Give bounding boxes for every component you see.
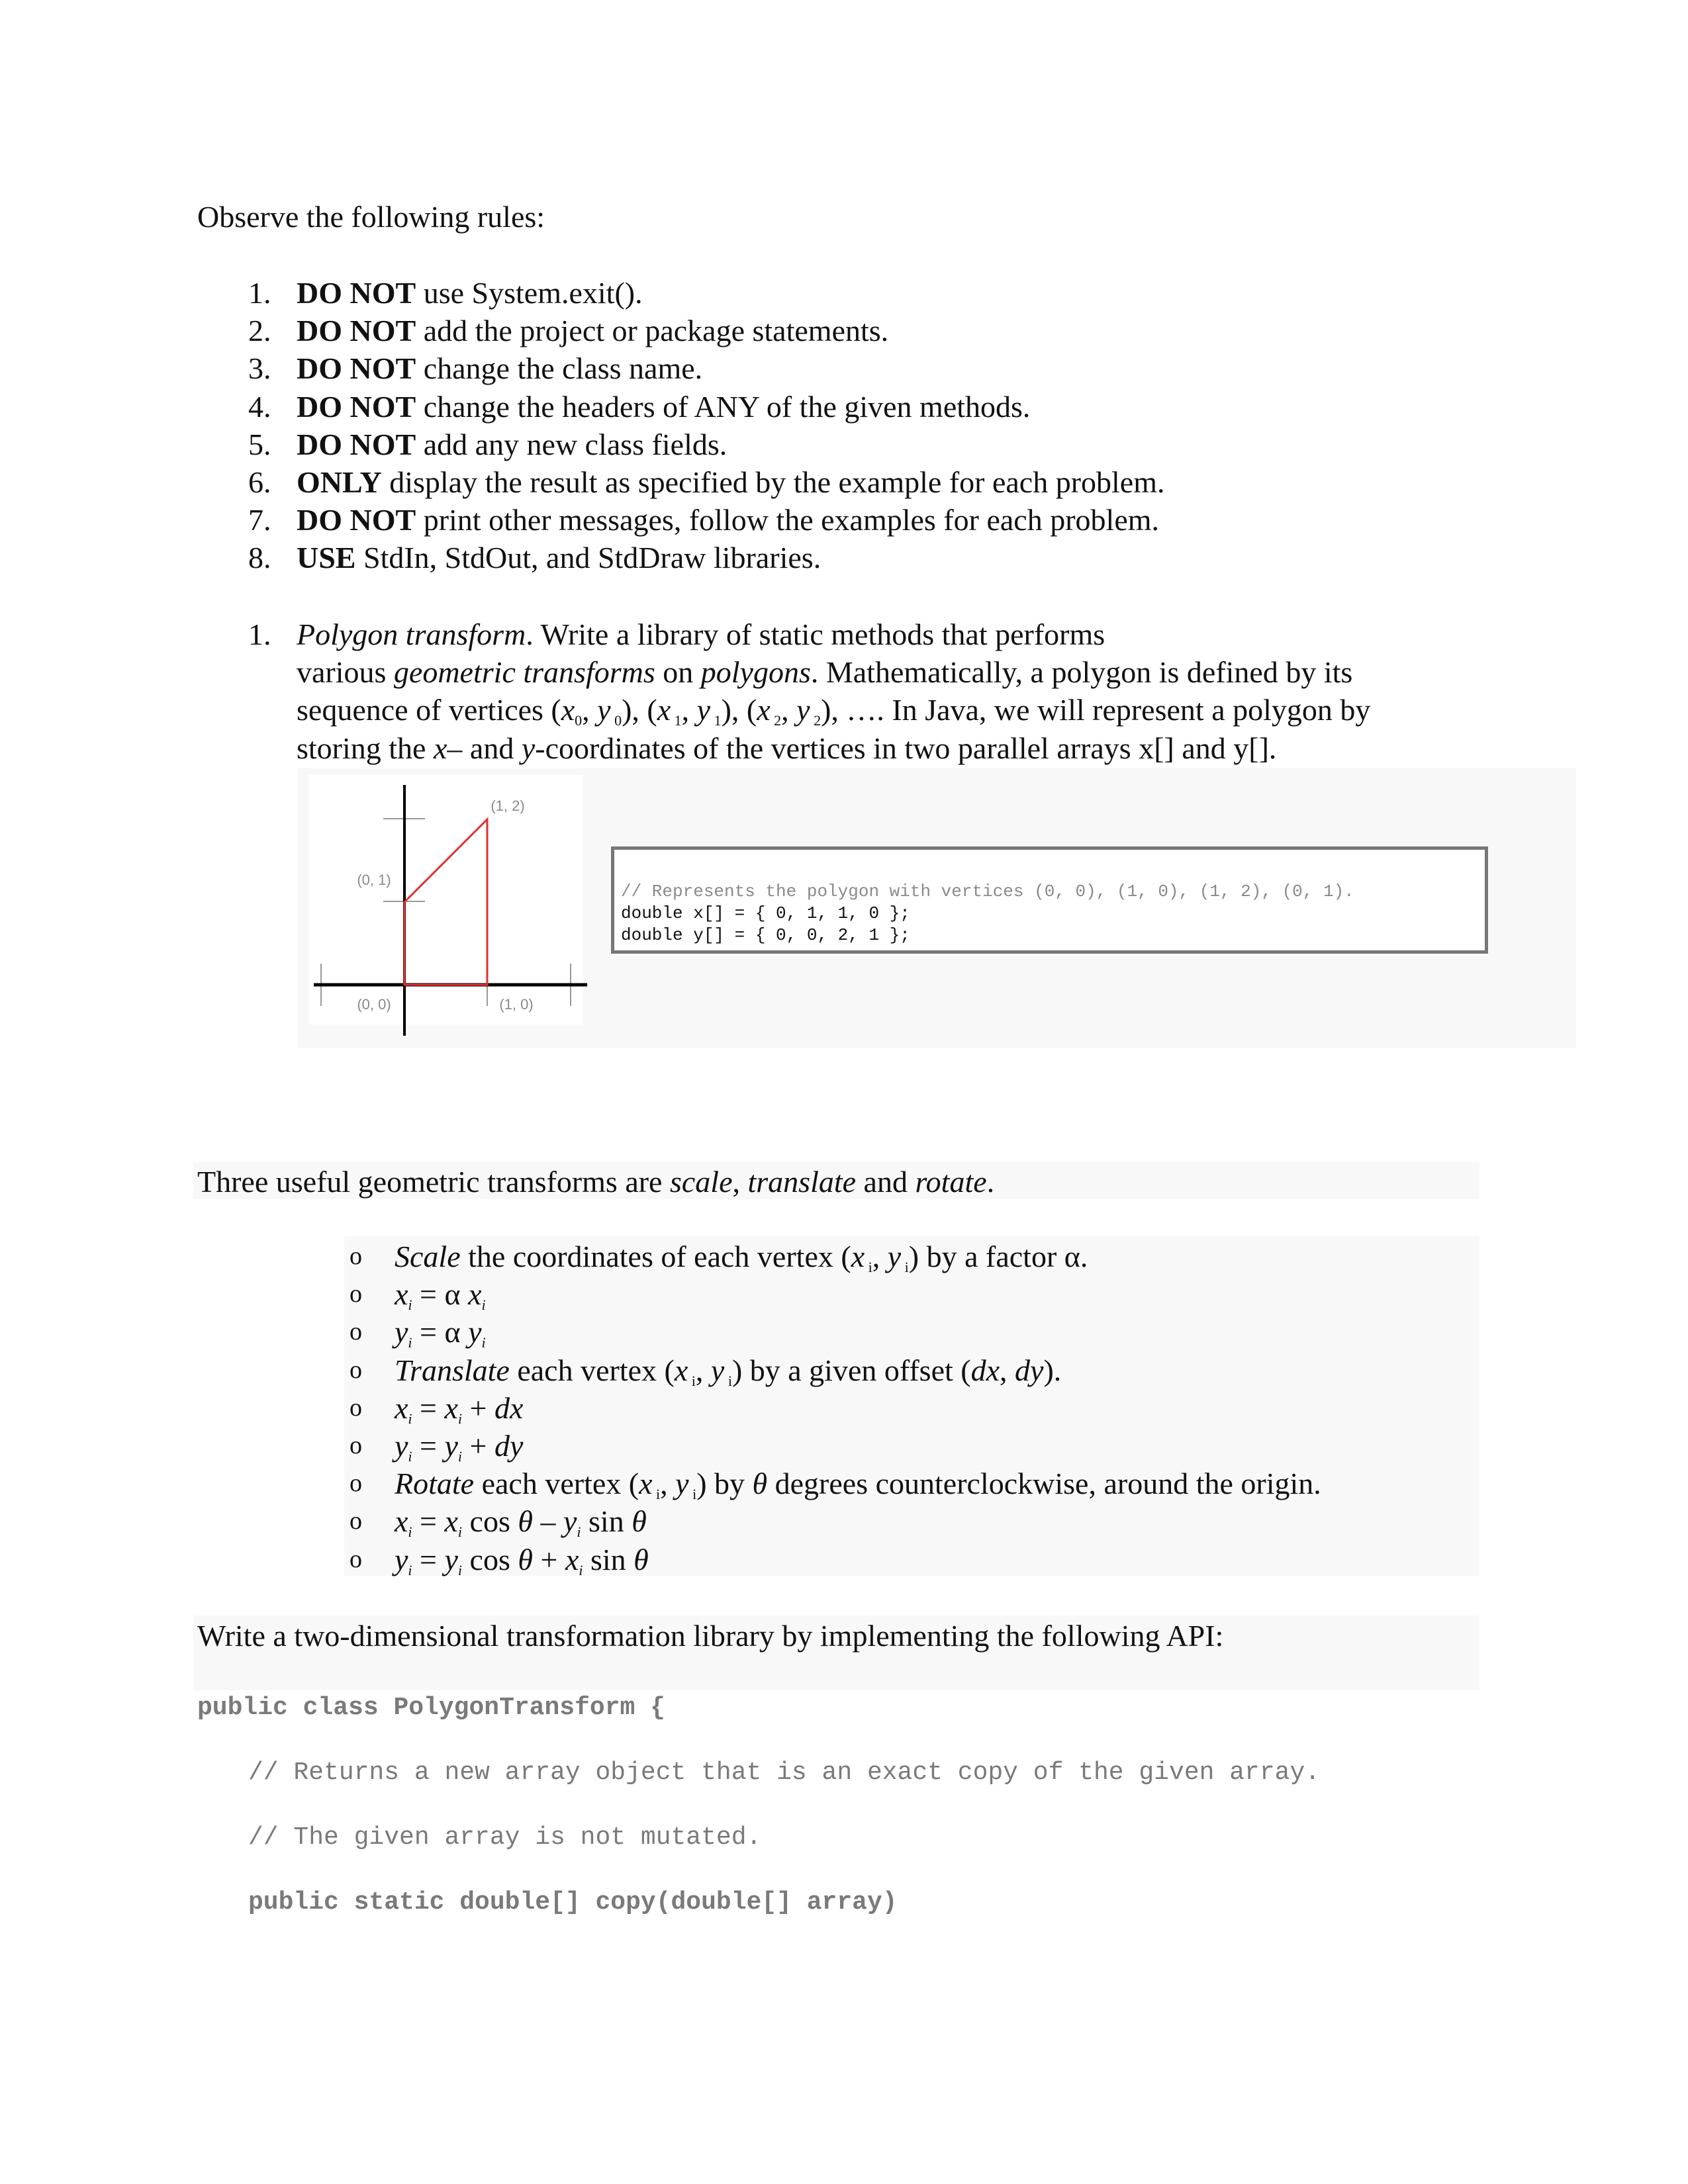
bullet-icon: o (350, 1280, 362, 1308)
text-segment: y (395, 1542, 408, 1576)
bullet-item (395, 1541, 649, 1589)
rule-number: 4. (248, 389, 271, 424)
text-segment: y (468, 1315, 482, 1349)
text-segment: i (408, 1448, 412, 1465)
bullet-icon: o (350, 1545, 362, 1573)
text-segment: ), ( (721, 693, 757, 727)
text-segment: , (660, 1467, 676, 1501)
text-segment: y (444, 1429, 458, 1463)
text-segment: dx (970, 1353, 1000, 1387)
text-segment: USE (297, 541, 356, 575)
text-segment: i (457, 1448, 463, 1465)
text-segment: x (468, 1277, 482, 1312)
text-segment: i (688, 1372, 696, 1389)
text-segment: 0 (610, 712, 622, 729)
text-segment: add any new class fields. (416, 427, 727, 461)
text-segment: i (579, 1561, 583, 1578)
text-segment: polygons (700, 655, 811, 690)
bullet-icon: o (350, 1355, 362, 1384)
plot-area (309, 775, 583, 1024)
method-signature: public static double[] copy(double[] array) (248, 1888, 898, 1917)
text-segment: degrees counterclockwise, around the origin. (767, 1467, 1321, 1501)
text-segment: – (532, 1504, 563, 1539)
text-segment: x (444, 1390, 458, 1425)
text-segment: dy (1015, 1353, 1044, 1387)
text-segment: display the result as specified by the example for each problem. (381, 465, 1165, 499)
text-segment: translate (747, 1165, 857, 1199)
text-segment: on (655, 655, 701, 690)
text-segment: and (856, 1165, 915, 1199)
text-segment: various (297, 655, 394, 690)
text-segment: i (408, 1561, 412, 1578)
text-segment: y (675, 1467, 689, 1501)
text-segment: i (481, 1334, 486, 1351)
text-segment: i (724, 1372, 732, 1389)
text-segment: sin (581, 1504, 632, 1539)
text-segment: each vertex ( (509, 1353, 675, 1387)
code-example-box (611, 846, 1488, 954)
text-segment: , (732, 1165, 748, 1199)
text-segment: θ (518, 1504, 533, 1539)
text-segment: i (408, 1297, 412, 1314)
text-segment: DO NOT (297, 389, 416, 424)
label-1-0: (1, 0) (499, 996, 534, 1013)
text-segment: + (462, 1429, 494, 1463)
text-segment: i (408, 1524, 412, 1541)
text-segment: 1 (710, 712, 722, 729)
text-segment: i (457, 1410, 463, 1427)
rule-number: 8. (248, 541, 271, 575)
text-segment: geometric transforms (393, 655, 655, 690)
text-segment: y (796, 693, 810, 727)
text-segment: 0 (575, 712, 583, 729)
class-declaration: public class PolygonTransform { (197, 1694, 665, 1722)
text-segment: rotate (915, 1165, 987, 1199)
text-segment: ), …. In Java, we will represent a polygon by (821, 693, 1371, 727)
text-segment: x (395, 1390, 408, 1425)
text-segment: x (851, 1240, 865, 1273)
text-segment: x (444, 1504, 458, 1539)
text-segment: y (710, 1353, 725, 1387)
text-segment: use System.exit(). (416, 276, 643, 310)
rule-number: 1. (248, 276, 271, 310)
text-segment: print other messages, follow the examples for each problem. (416, 503, 1160, 537)
text-segment: i (408, 1334, 412, 1351)
text-segment: ) by a given offset ( (731, 1353, 971, 1387)
text-segment: x (395, 1504, 408, 1539)
text-segment: y (395, 1429, 408, 1463)
text-segment: x (757, 693, 771, 727)
text-segment: , (1000, 1353, 1015, 1387)
rule-number: 5. (248, 427, 271, 461)
text-segment: cos (462, 1542, 518, 1576)
text-segment: sin (583, 1542, 634, 1576)
bullet-icon: o (350, 1393, 362, 1422)
text-segment: = (412, 1429, 445, 1463)
text-segment: i (577, 1524, 581, 1541)
text-segment: = α (412, 1277, 469, 1312)
text-segment: Scale (395, 1240, 461, 1273)
text-segment: y (563, 1504, 577, 1539)
text-segment: 1 (671, 712, 682, 729)
code-line-x: double x[] = { 0, 1, 1, 0 }; (621, 903, 910, 923)
text-segment: i (408, 1410, 412, 1427)
text-segment: dy (494, 1429, 524, 1463)
intro-text: Observe the following rules: (197, 200, 545, 234)
text-segment: ). (1043, 1353, 1062, 1387)
text-segment: DO NOT (297, 503, 416, 537)
text-segment: + (532, 1542, 565, 1576)
text-segment: . (986, 1165, 995, 1199)
text-segment: θ (632, 1504, 647, 1539)
text-segment: change the headers of ANY of the given methods. (416, 389, 1031, 424)
label-0-1: (0, 1) (357, 872, 391, 888)
text-segment: x (395, 1277, 408, 1312)
label-0-0: (0, 0) (357, 996, 391, 1013)
text-segment: ) by (696, 1467, 753, 1501)
text-segment: 2 (810, 712, 821, 729)
text-segment: , (681, 693, 697, 727)
bullet-icon: o (350, 1242, 362, 1270)
rule-number: 6. (248, 465, 271, 499)
transforms-intro (197, 1163, 994, 1201)
text-segment: i (652, 1486, 661, 1503)
text-segment: θ (518, 1542, 533, 1576)
bullet-icon: o (350, 1318, 362, 1346)
problem-number: 1. (248, 617, 271, 651)
text-segment: add the project or package statements. (416, 314, 889, 348)
text-segment: Three useful geometric transforms are (197, 1165, 670, 1199)
text-segment: y (444, 1542, 458, 1576)
text-segment: -coordinates of the vertices in two parallel arrays x[] and y[]. (535, 731, 1277, 765)
text-segment: i (688, 1486, 697, 1503)
text-segment: . Mathematically, a polygon is defined by its (810, 655, 1353, 690)
text-segment: y (696, 693, 711, 727)
text-segment: i (481, 1297, 486, 1314)
code-comment-2: // The given array is not mutated. (248, 1823, 762, 1852)
text-segment: = α (412, 1315, 469, 1349)
text-segment: DO NOT (297, 314, 416, 348)
text-segment: x (433, 731, 447, 765)
bullet-icon: o (350, 1469, 362, 1498)
text-segment: x (639, 1467, 653, 1501)
text-segment: – and (447, 731, 522, 765)
text-segment: i (457, 1524, 463, 1541)
text-segment: each vertex ( (474, 1467, 639, 1501)
text-segment: DO NOT (297, 351, 416, 386)
text-segment: y (395, 1315, 408, 1349)
code-comment: // Represents the polygon with vertices (0, 0), (1, 0), (1, 2), (0, 1). (621, 882, 1354, 901)
text-segment: 2 (770, 712, 782, 729)
text-segment: DO NOT (297, 276, 416, 310)
bullet-item (395, 1238, 1088, 1286)
rule-number: 2. (248, 314, 271, 348)
text-segment: storing the (297, 731, 434, 765)
text-segment: θ (752, 1467, 768, 1501)
rule-number: 7. (248, 503, 271, 537)
text-segment: i (457, 1561, 463, 1578)
code-comment-1: // Returns a new array object that is an exact copy of the given array. (248, 1758, 1321, 1787)
text-segment: x (561, 693, 575, 727)
text-segment: x (657, 693, 671, 727)
api-intro: Write a two-dimensional transformation library by implementing the following API: (197, 1619, 1224, 1653)
text-segment: ) by a factor α. (908, 1240, 1088, 1273)
text-segment: the coordinates of each vertex ( (460, 1240, 851, 1273)
label-1-2: (1, 2) (491, 797, 525, 814)
text-segment: , (781, 693, 797, 727)
text-segment: i (901, 1259, 909, 1275)
text-segment: = (412, 1504, 445, 1539)
text-segment: StdIn, StdOut, and StdDraw libraries. (355, 541, 821, 575)
text-segment: = (412, 1390, 445, 1425)
text-segment: , (582, 693, 598, 727)
text-segment: = (412, 1542, 445, 1576)
text-segment: y (597, 693, 611, 727)
text-segment: . Write a library of static methods that performs (526, 617, 1105, 651)
text-segment: , (872, 1240, 888, 1273)
text-segment: cos (462, 1504, 518, 1539)
text-segment: + (462, 1390, 494, 1425)
text-segment: x (565, 1542, 579, 1576)
text-segment: change the class name. (416, 351, 703, 386)
text-segment: Rotate (395, 1467, 475, 1501)
text-segment: scale (669, 1165, 733, 1199)
text-segment: sequence of vertices ( (297, 693, 561, 727)
text-segment: DO NOT (297, 427, 416, 461)
text-segment: x (674, 1353, 688, 1387)
bullet-icon: o (350, 1432, 362, 1459)
text-segment: ONLY (297, 465, 382, 499)
text-segment: θ (633, 1542, 649, 1576)
text-segment: y (887, 1240, 902, 1273)
text-segment: Polygon transform (297, 617, 526, 651)
text-segment: i (865, 1259, 872, 1275)
bullet-icon: o (350, 1507, 362, 1535)
text-segment: ), ( (622, 693, 657, 727)
text-segment: , (695, 1353, 711, 1387)
text-segment: Translate (395, 1353, 510, 1387)
text-segment: dx (494, 1390, 524, 1425)
code-line-y: double y[] = { 0, 0, 2, 1 }; (621, 925, 910, 945)
rule-number: 3. (248, 351, 271, 386)
text-segment: y (521, 731, 536, 765)
